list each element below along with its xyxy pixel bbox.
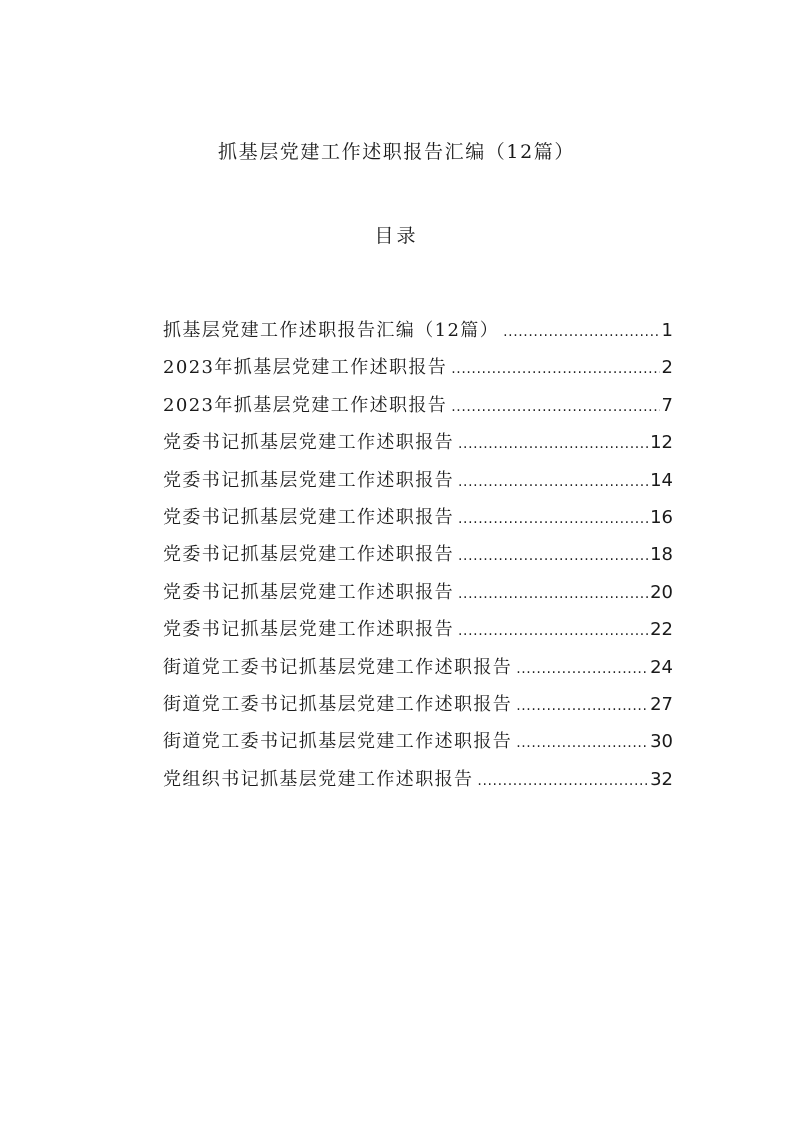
toc-entry[interactable] bbox=[163, 691, 673, 728]
toc-dot-leader bbox=[458, 580, 648, 608]
document-title: 抓基层党建工作述职报告汇编（12篇） bbox=[218, 141, 575, 163]
toc-entry-title: 党委书记抓基层党建工作述职报告 bbox=[163, 469, 454, 491]
toc-entry[interactable] bbox=[163, 728, 673, 765]
toc-entry[interactable] bbox=[163, 354, 673, 391]
toc-page-number: 27 bbox=[650, 693, 673, 715]
toc-entry[interactable] bbox=[163, 429, 673, 466]
toc-dot-leader bbox=[477, 767, 648, 795]
toc-entry-title: 街道党工委书记抓基层党建工作述职报告 bbox=[163, 656, 513, 678]
toc-dot-leader bbox=[516, 655, 648, 683]
toc-page-number: 18 bbox=[650, 544, 673, 566]
toc-entry-title: 抓基层党建工作述职报告汇编（12篇） bbox=[163, 320, 500, 341]
toc-entry-title: 党委书记抓基层党建工作述职报告 bbox=[163, 619, 454, 641]
toc-entry-title: 党委书记抓基层党建工作述职报告 bbox=[163, 506, 454, 528]
toc-dot-leader bbox=[458, 430, 648, 458]
toc-entry[interactable] bbox=[163, 317, 673, 354]
toc-entry-title: 党委书记抓基层党建工作述职报告 bbox=[163, 544, 454, 566]
toc-entry[interactable] bbox=[163, 766, 673, 803]
toc-dot-leader bbox=[516, 729, 648, 757]
toc-entry-title: 党委书记抓基层党建工作述职报告 bbox=[163, 432, 454, 454]
toc-entry-title: 2023年抓基层党建工作述职报告 bbox=[163, 357, 448, 379]
toc-dot-leader bbox=[458, 468, 648, 496]
toc-page-number: 22 bbox=[650, 619, 673, 641]
toc-entry[interactable] bbox=[163, 392, 673, 429]
toc-entry[interactable] bbox=[163, 541, 673, 578]
toc-dot-leader bbox=[503, 318, 659, 346]
toc-entry-title: 党组织书记抓基层党建工作述职报告 bbox=[163, 768, 474, 790]
toc-entry-title: 街道党工委书记抓基层党建工作述职报告 bbox=[163, 693, 513, 715]
toc-entry[interactable] bbox=[163, 579, 673, 616]
toc-page-number: 1 bbox=[661, 320, 673, 341]
toc-entry[interactable] bbox=[163, 504, 673, 541]
toc-dot-leader bbox=[451, 393, 659, 421]
toc-page-number: 20 bbox=[650, 581, 673, 603]
toc-dot-leader bbox=[458, 617, 648, 645]
toc-page-number: 12 bbox=[650, 432, 673, 454]
toc-heading: 目录 bbox=[374, 225, 419, 247]
toc-entry-title: 2023年抓基层党建工作述职报告 bbox=[163, 394, 448, 416]
toc-dot-leader bbox=[458, 542, 648, 570]
toc-page-number: 7 bbox=[661, 394, 673, 416]
toc-entry[interactable] bbox=[163, 467, 673, 504]
toc-page-number: 2 bbox=[661, 357, 673, 379]
toc-dot-leader bbox=[516, 692, 648, 720]
toc-dot-leader bbox=[458, 505, 648, 533]
toc-page-number: 32 bbox=[650, 768, 673, 790]
toc-entry[interactable] bbox=[163, 654, 673, 691]
toc-page-number: 30 bbox=[650, 731, 673, 753]
toc-entry-title: 街道党工委书记抓基层党建工作述职报告 bbox=[163, 731, 513, 753]
toc-entry[interactable] bbox=[163, 616, 673, 653]
toc-entry-title: 党委书记抓基层党建工作述职报告 bbox=[163, 581, 454, 603]
toc-page-number: 14 bbox=[650, 469, 673, 491]
toc-page-number: 16 bbox=[650, 506, 673, 528]
toc-dot-leader bbox=[451, 355, 659, 383]
toc-page-number: 24 bbox=[650, 656, 673, 678]
table-of-contents bbox=[163, 317, 673, 803]
